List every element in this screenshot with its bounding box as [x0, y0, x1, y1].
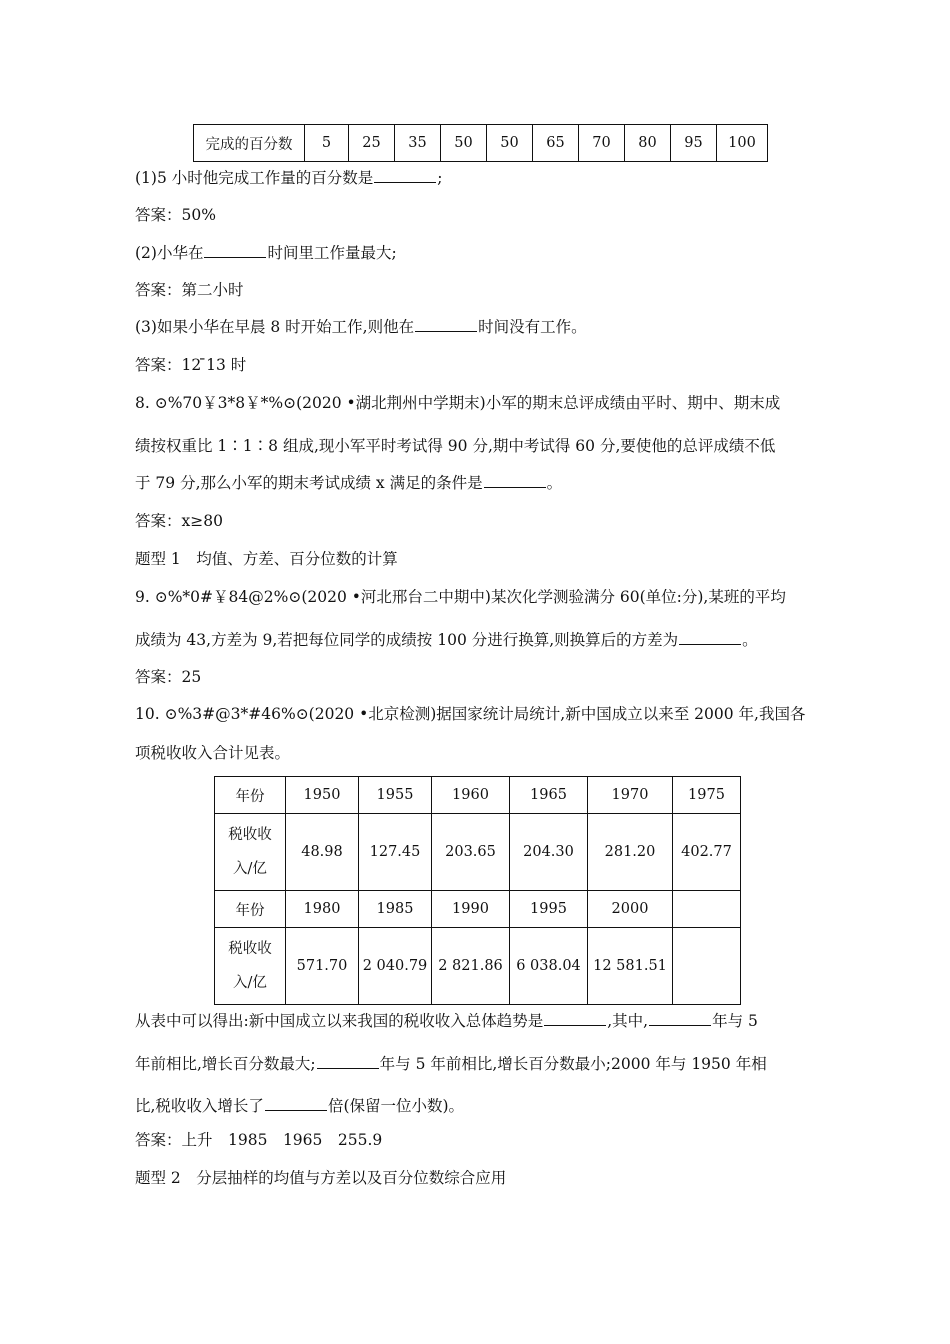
completion-table [193, 124, 768, 162]
question-3 [135, 317, 587, 337]
income-label-2: 入/亿 [233, 975, 267, 991]
question-text: 。 [546, 474, 563, 492]
question-text: 年与 5 [712, 1012, 758, 1030]
question-10-line-1: 10. ⊙%3#@3*#46%⊙(2020 •北京检测)据国家统计局统计,新中国成立以来至 2000 年,我国各 [135, 705, 806, 723]
answer-blank [317, 1054, 379, 1069]
table-cell: 1995 [510, 891, 588, 928]
table-cell: 571.70 [286, 928, 359, 1005]
answer-10: 答案：上升 1985 1965 255.9 [135, 1131, 383, 1149]
table-cell [673, 928, 741, 1005]
question-text: 成绩为 43,方差为 9,若把每位同学的成绩按 100 分进行换算,则换算后的方差为 [135, 631, 679, 649]
table-row [215, 814, 741, 891]
section-heading-1: 题型 1 均值、方差、百分位数的计算 [135, 550, 398, 568]
question-9-line-2 [135, 630, 758, 650]
table-cell: 50 [441, 125, 487, 162]
table-cell: 25 [349, 125, 395, 162]
table-cell: 1980 [286, 891, 359, 928]
answer-blank [649, 1011, 711, 1026]
answer-8: 答案：x≥80 [135, 512, 223, 530]
question-text: (1)5 小时他完成工作量的百分数是 [135, 169, 374, 187]
table-cell: 1950 [286, 777, 359, 814]
income-label-1: 税收收 [228, 827, 272, 843]
table-header-cell: 完成的百分数 [194, 125, 305, 162]
question-text: 比,税收收入增长了 [135, 1097, 264, 1115]
question-10b-line-2 [135, 1054, 767, 1074]
answer-blank [265, 1096, 327, 1111]
table-cell: 80 [625, 125, 671, 162]
answer-blank [484, 473, 546, 488]
table-cell: 204.30 [510, 814, 588, 891]
question-8-line-3 [135, 473, 562, 493]
section-heading-2: 题型 2 分层抽样的均值与方差以及百分位数综合应用 [135, 1169, 507, 1187]
table-cell: 402.77 [673, 814, 741, 891]
question-text: 于 79 分,那么小军的期末考试成绩 x 满足的条件是 [135, 474, 483, 492]
question-1 [135, 168, 442, 188]
table-cell: 2000 [588, 891, 673, 928]
question-text: (2)小华在 [135, 244, 204, 262]
question-8-line-2: 绩按权重比 1∶1∶8 组成,现小军平时考试得 90 分,期中考试得 60 分,要使他的总评成绩不低 [135, 437, 776, 455]
table-header-cell: 年份 [215, 891, 286, 928]
question-text: 从表中可以得出:新中国成立以来我国的税收收入总体趋势是 [135, 1012, 544, 1030]
table-header-cell: 年份 [215, 777, 286, 814]
answer-blank [415, 317, 477, 332]
table-cell: 2 040.79 [359, 928, 432, 1005]
answer-1: 答案：50% [135, 206, 216, 224]
table-cell [673, 891, 741, 928]
question-text: (3)如果小华在早晨 8 时开始工作,则他在 [135, 318, 415, 336]
question-8-line-1: 8. ⊙%70￥3*8￥*%⊙(2020 •湖北荆州中学期末)小军的期末总评成绩由平时、期中、期末成 [135, 394, 781, 412]
question-text: 倍(保留一位小数)。 [327, 1097, 465, 1115]
answer-3: 答案：12 ̄13 时 [135, 356, 247, 374]
tax-income-table [214, 776, 741, 1005]
table-row [194, 125, 768, 162]
table-cell: 70 [579, 125, 625, 162]
table-cell: 100 [717, 125, 768, 162]
question-text: 。 [742, 631, 758, 649]
table-cell: 65 [533, 125, 579, 162]
table-cell: 5 [305, 125, 349, 162]
question-10b-line-3 [135, 1096, 464, 1116]
answer-blank [204, 243, 266, 258]
table-cell: 1975 [673, 777, 741, 814]
table-cell: 50 [487, 125, 533, 162]
question-10b-line-1 [135, 1011, 758, 1031]
answer-2: 答案：第二小时 [135, 281, 244, 299]
table-cell: 1990 [432, 891, 510, 928]
table-cell: 1960 [432, 777, 510, 814]
question-text: 时间没有工作。 [478, 318, 587, 336]
table-cell: 12 581.51 [588, 928, 673, 1005]
question-text: 年与 5 年前相比,增长百分数最小;2000 年与 1950 年相 [379, 1055, 767, 1073]
question-text: 时间里工作量最大; [267, 244, 397, 262]
income-label-1: 税收收 [228, 941, 272, 957]
question-9-line-1: 9. ⊙%*0#￥84@2%⊙(2020 •河北邢台二中期中)某次化学测验满分 60(单位:分),某班的平均 [135, 588, 786, 606]
table-cell: 127.45 [359, 814, 432, 891]
table-row [215, 891, 741, 928]
answer-blank [679, 630, 741, 645]
table-cell: 203.65 [432, 814, 510, 891]
question-10-line-2: 项税收收入合计见表。 [135, 744, 291, 762]
table-cell: 1970 [588, 777, 673, 814]
question-text: 年前相比,增长百分数最大; [135, 1055, 316, 1073]
table-row [215, 928, 741, 1005]
question-2 [135, 243, 397, 263]
table-header-cell [215, 814, 286, 891]
table-row [215, 777, 741, 814]
answer-blank [544, 1011, 606, 1026]
question-text: ; [437, 169, 443, 187]
answer-9: 答案：25 [135, 668, 202, 686]
table-cell: 1955 [359, 777, 432, 814]
table-cell: 6 038.04 [510, 928, 588, 1005]
table-cell: 1985 [359, 891, 432, 928]
question-text: ,其中, [607, 1012, 649, 1030]
table-cell: 281.20 [588, 814, 673, 891]
table-cell: 1965 [510, 777, 588, 814]
table-cell: 48.98 [286, 814, 359, 891]
answer-blank [374, 168, 436, 183]
table-cell: 2 821.86 [432, 928, 510, 1005]
income-label-2: 入/亿 [233, 861, 267, 877]
table-cell: 35 [395, 125, 441, 162]
table-cell: 95 [671, 125, 717, 162]
table-header-cell [215, 928, 286, 1005]
